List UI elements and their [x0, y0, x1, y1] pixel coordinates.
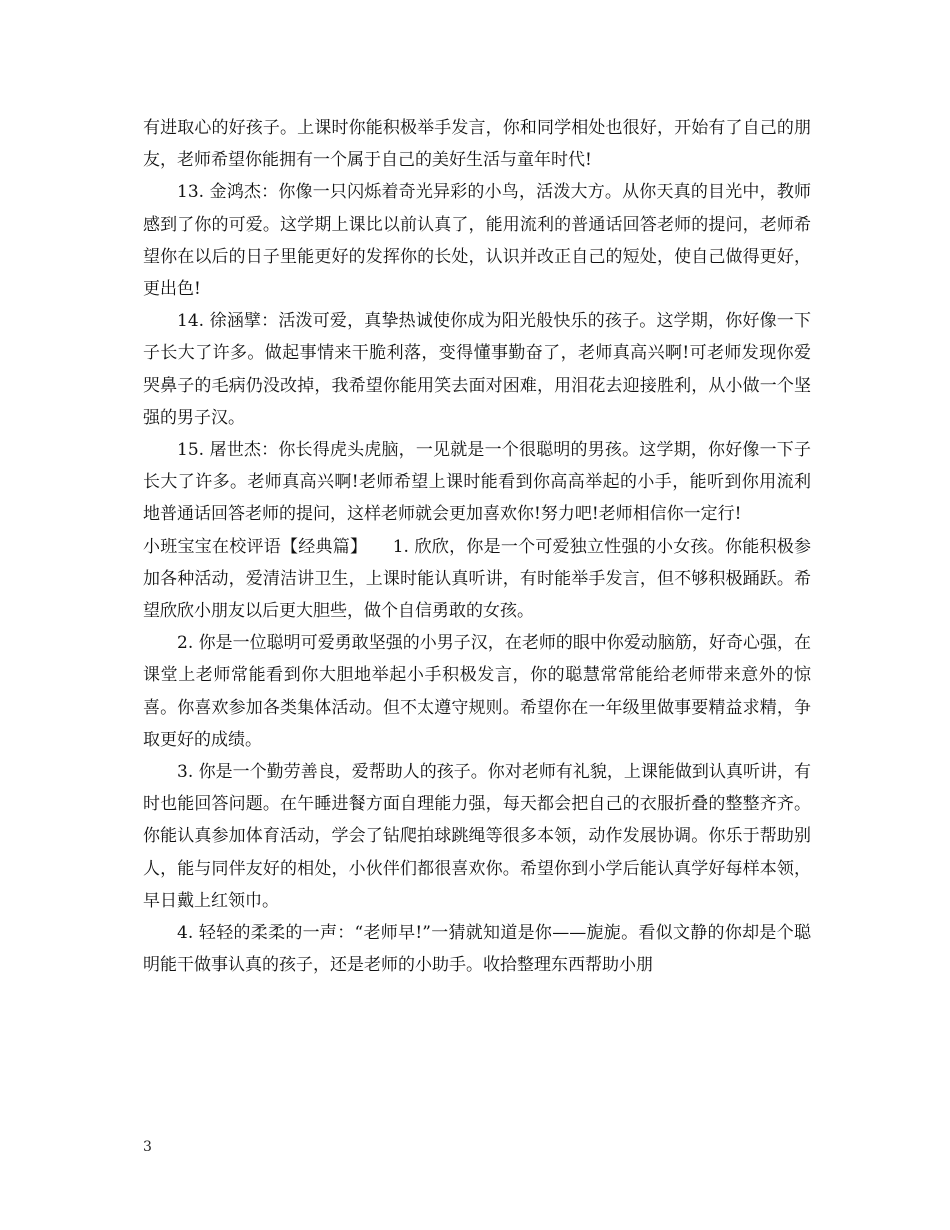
- paragraph-item-3: 3. 你是一个勤劳善良，爱帮助人的孩子。你对老师有礼貌，上课能做到认真听讲，有时也能回答问题。在午睡进餐方面自理能力强，每天都会把自己的衣服折叠的整整齐齐。你能认真参加体育活动，学会了钻爬拍球跳绳等很多本领，动作发展协调。你乐于帮助别人，能与同伴友好的相处，小伙伴们都很喜欢你。希望你到小学后能认真学好每样本领，早日戴上红领巾。: [143, 762, 811, 911]
- section-heading: 小班宝宝在校评语【经典篇】: [143, 536, 368, 557]
- paragraph-item-15: 15. 屠世杰：你长得虎头虎脑，一见就是一个很聪明的男孩。这学期，你好像一下子长大了许多。老师真高兴啊!老师希望上课时能看到你高高举起的小手，能听到你用流利地普通话回答老师的提问，这样老师就会更加喜欢你!努力吧!老师相信你一定行!: [143, 440, 811, 525]
- paragraph-item-14: 14. 徐涵擘：活泼可爱，真挚热诚使你成为阳光般快乐的孩子。这学期，你好像一下子长大了许多。做起事情来干脆利落，变得懂事勤奋了，老师真高兴啊!可老师发现你爱哭鼻子的毛病仍没改掉，我希望你能用笑去面对困难，用泪花去迎接胜利，从小做一个坚强的男子汉。: [143, 311, 811, 428]
- paragraph-continuation: 有进取心的好孩子。上课时你能积极举手发言，你和同学相处也很好，开始有了自己的朋友，老师希望你能拥有一个属于自己的美好生活与童年时代!: [143, 118, 811, 171]
- page-number: 3: [143, 1139, 152, 1155]
- paragraph-item-13: 13. 金鸿杰：你像一只闪烁着奇光异彩的小鸟，活泼大方。从你天真的目光中，教师感到了你的可爱。这学期上课比以前认真了，能用流利的普通话回答老师的提问，老师希望你在以后的日子里能更好的发挥你的长处，认识并改正自己的短处，使自己做得更好，更出色!: [143, 182, 811, 300]
- paragraph-item-4: 4. 轻轻的柔柔的一声：“老师早!”一猜就知道是你——旎旎。看似文静的你却是个聪明能干做事认真的孩子，还是老师的小助手。收拾整理东西帮助小朋: [143, 923, 811, 976]
- section-first-item: 1. 欣欣，你是一个可爱独立性强的小女孩。你能积极参加各种活动，爱清洁讲卫生，上课时能认真听讲，有时能举手发言，但不够积极踊跃。希望欣欣小朋友以后更大胆些，做个自信勇敢的女孩。: [143, 536, 812, 622]
- paragraph-item-2: 2. 你是一位聪明可爱勇敢坚强的小男子汉，在老师的眼中你爱动脑筋，好奇心强，在课堂上老师常能看到你大胆地举起小手积极发言，你的聪慧常常能给老师带来意外的惊喜。你喜欢参加各类集体活动。但不太遵守规则。希望你在一年级里做事要精益求精，争取更好的成绩。: [143, 633, 811, 750]
- section-paragraph: [143, 531, 811, 628]
- document-body: [143, 112, 811, 981]
